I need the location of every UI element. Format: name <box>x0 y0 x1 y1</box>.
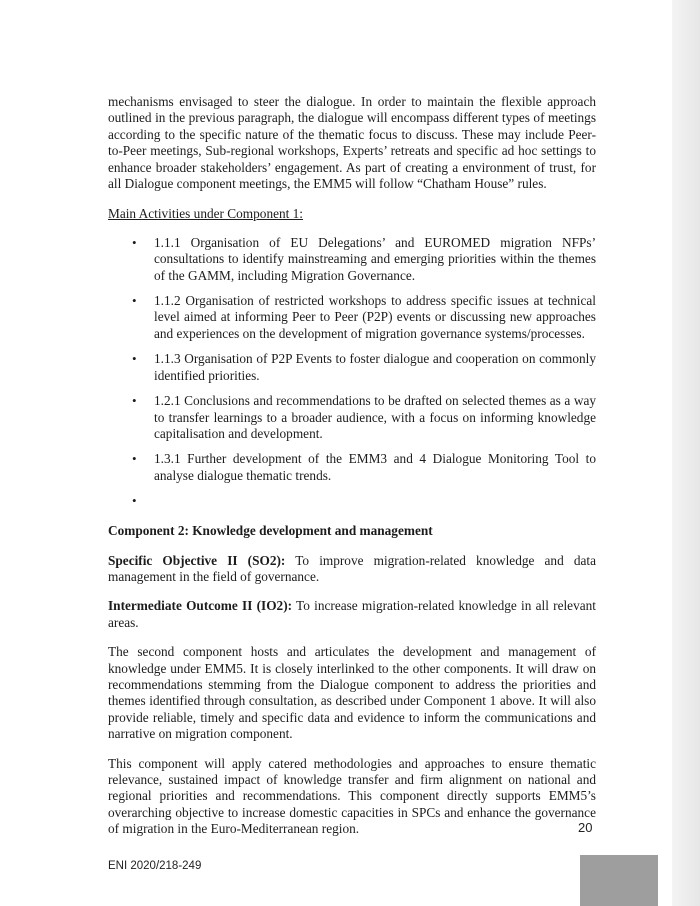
component2-paragraph-1: The second component hosts and articulates the development and management of knowledge under EMM5. It is closely interlinked to the other components. It will draw on recommendations stemming from the Dialogue component to address the priorities and themes identified through consultation, as described under Component 1 above. It will also provide reliable, timely and specific data and evidence to inform the communications and narrative on migration component. <box>108 644 596 742</box>
list-item <box>108 235 596 284</box>
component2-paragraph-2: This component will apply catered methodologies and approaches to ensure thematic relevance, sustained impact of knowledge transfer and firm alignment on national and regional priorities and recommendations. This component directly supports EMM5’s overarching objective to increase domestic capacities in SPCs and enhance the governance of migration in the Euro-Mediterranean region. <box>108 755 596 837</box>
activity-text: 1.1.2 Organisation of restricted workshops to address specific issues at technical level aimed at informing Peer to Peer (P2P) events or discussing new approaches and experiences on the development of migration governance systems/processes. <box>154 293 596 341</box>
page-edge-shadow <box>672 0 700 906</box>
intermediate-outcome-text: To increase migration-related knowledge in all relevant areas. <box>108 598 596 630</box>
bullet-icon: • <box>132 234 137 250</box>
document-reference: ENI 2020/218-249 <box>108 860 202 872</box>
grey-corner-block <box>580 855 658 906</box>
bullet-icon: • <box>132 451 137 467</box>
activity-text: 1.1.3 Organisation of P2P Events to foster dialogue and cooperation on commonly identified priorities. <box>154 351 596 383</box>
page-number: 20 <box>578 820 593 835</box>
activity-text: 1.1.1 Organisation of EU Delegations’ and EUROMED migration NFPs’ consultations to identify mainstreaming and emerging priorities within the themes of the GAMM, including Migration Governance. <box>154 234 596 283</box>
document-body <box>108 94 596 851</box>
intermediate-outcome-label: Intermediate Outcome II (IO2): <box>108 598 293 614</box>
activity-text: 1.2.1 Conclusions and recommendations to be drafted on selected themes as a way to transfer learnings to a broader audience, with a focus on informing knowledge capitalisation and development. <box>154 393 596 441</box>
bullet-icon: • <box>132 493 137 509</box>
intro-paragraph: mechanisms envisaged to steer the dialogue. In order to maintain the flexible approach outlined in the previous paragraph, the dialogue will encompass different types of meetings according to the specific nature of the thematic focus to discuss. These may include Peer-to-Peer meetings, Sub-regional workshops, Experts’ retreats and specific ad hoc settings to enhance broader stakeholders’ engagement. As part of creating a environment of trust, for all Dialogue component meetings, the EMM5 will follow “Chatham House” rules. <box>108 94 596 192</box>
bullet-icon: • <box>132 393 137 409</box>
bullet-icon: • <box>132 351 137 367</box>
empty-list-item <box>108 493 596 509</box>
list-item <box>108 451 596 484</box>
bullet-icon: • <box>132 293 137 309</box>
component2-heading: Component 2: Knowledge development and management <box>108 523 433 539</box>
activities-heading: Main Activities under Component 1: <box>108 206 303 222</box>
list-item <box>108 351 596 384</box>
intermediate-outcome <box>108 598 596 631</box>
activities-list <box>108 235 596 509</box>
list-item <box>108 393 596 442</box>
specific-objective-label: Specific Objective II (SO2): <box>108 552 286 568</box>
list-item <box>108 293 596 342</box>
specific-objective-text: To improve migration-related knowledge and data management in the field of governance. <box>108 552 596 584</box>
activity-text: 1.3.1 Further development of the EMM3 and 4 Dialogue Monitoring Tool to analyse dialogue thematic trends. <box>154 451 596 483</box>
specific-objective <box>108 553 596 586</box>
